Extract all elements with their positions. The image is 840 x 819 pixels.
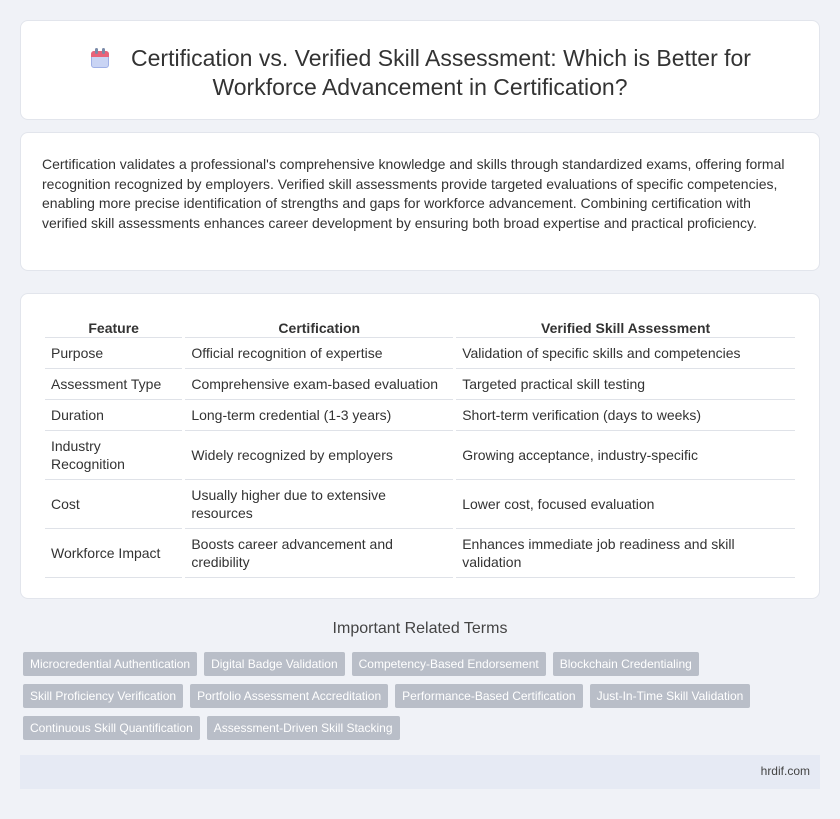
table-row	[45, 369, 795, 400]
table-row	[45, 431, 795, 480]
table-cell: Cost	[45, 480, 182, 529]
table-cell: Purpose	[45, 338, 182, 369]
table-cell: Workforce Impact	[45, 529, 182, 578]
related-term-tag[interactable]: Portfolio Assessment Accreditation	[190, 684, 388, 708]
table-row	[45, 338, 795, 369]
related-term-tag[interactable]: Microcredential Authentication	[23, 652, 197, 676]
related-term-tag[interactable]: Performance-Based Certification	[395, 684, 582, 708]
table-cell: Industry Recognition	[45, 431, 182, 480]
table-cell: Long-term credential (1-3 years)	[185, 400, 453, 431]
comparison-card	[20, 293, 820, 599]
related-terms-list	[23, 652, 818, 740]
related-term-tag[interactable]: Just-In-Time Skill Validation	[590, 684, 751, 708]
column-header: Verified Skill Assessment	[456, 316, 795, 338]
table-row	[45, 400, 795, 431]
table-header-row	[45, 316, 795, 338]
table-cell: Boosts career advancement and credibility	[185, 529, 453, 578]
table-cell: Enhances immediate job readiness and skill validation	[456, 529, 795, 578]
table-row	[45, 480, 795, 529]
intro-paragraph: Certification validates a professional's comprehensive knowledge and skills through standardized exams, offering formal recognition recognized by employers. Verified skill assessments provide targeted evaluations of specific competencies, enabling more precise identification of strengths and gaps for workforce advancement. Combining certification with verified skill assessments enhances career development by ensuring both broad expertise and practical proficiency.	[42, 156, 785, 231]
related-term-tag[interactable]: Continuous Skill Quantification	[23, 716, 200, 740]
table-cell: Official recognition of expertise	[185, 338, 453, 369]
column-header: Feature	[45, 316, 182, 338]
related-term-tag[interactable]: Assessment-Driven Skill Stacking	[207, 716, 400, 740]
title-card	[20, 20, 820, 120]
calendar-icon	[89, 47, 111, 69]
page-title-line1: Certification vs. Verified Skill Assessment: Which is Better for	[131, 45, 751, 71]
table-cell: Assessment Type	[45, 369, 182, 400]
footer-site[interactable]: hrdif.com	[760, 764, 810, 778]
comparison-table	[42, 316, 798, 578]
table-cell: Comprehensive exam-based evaluation	[185, 369, 453, 400]
table-cell: Validation of specific skills and competencies	[456, 338, 795, 369]
table-cell: Duration	[45, 400, 182, 431]
table-cell: Usually higher due to extensive resources	[185, 480, 453, 529]
related-terms-title: Important Related Terms	[332, 620, 508, 637]
table-cell: Lower cost, focused evaluation	[456, 480, 795, 529]
title-wrap	[21, 44, 819, 102]
page-title-line2: Workforce Advancement in Certification?	[212, 74, 628, 100]
column-header: Certification	[185, 316, 453, 338]
related-term-tag[interactable]: Blockchain Credentialing	[553, 652, 699, 676]
table-cell: Short-term verification (days to weeks)	[456, 400, 795, 431]
table-row	[45, 529, 795, 578]
footer	[20, 755, 820, 789]
related-term-tag[interactable]: Competency-Based Endorsement	[352, 652, 546, 676]
table-cell: Widely recognized by employers	[185, 431, 453, 480]
page-title	[21, 44, 819, 102]
table-cell: Growing acceptance, industry-specific	[456, 431, 795, 480]
related-term-tag[interactable]: Skill Proficiency Verification	[23, 684, 183, 708]
related-term-tag[interactable]: Digital Badge Validation	[204, 652, 345, 676]
table-cell: Targeted practical skill testing	[456, 369, 795, 400]
intro-card	[20, 132, 820, 271]
